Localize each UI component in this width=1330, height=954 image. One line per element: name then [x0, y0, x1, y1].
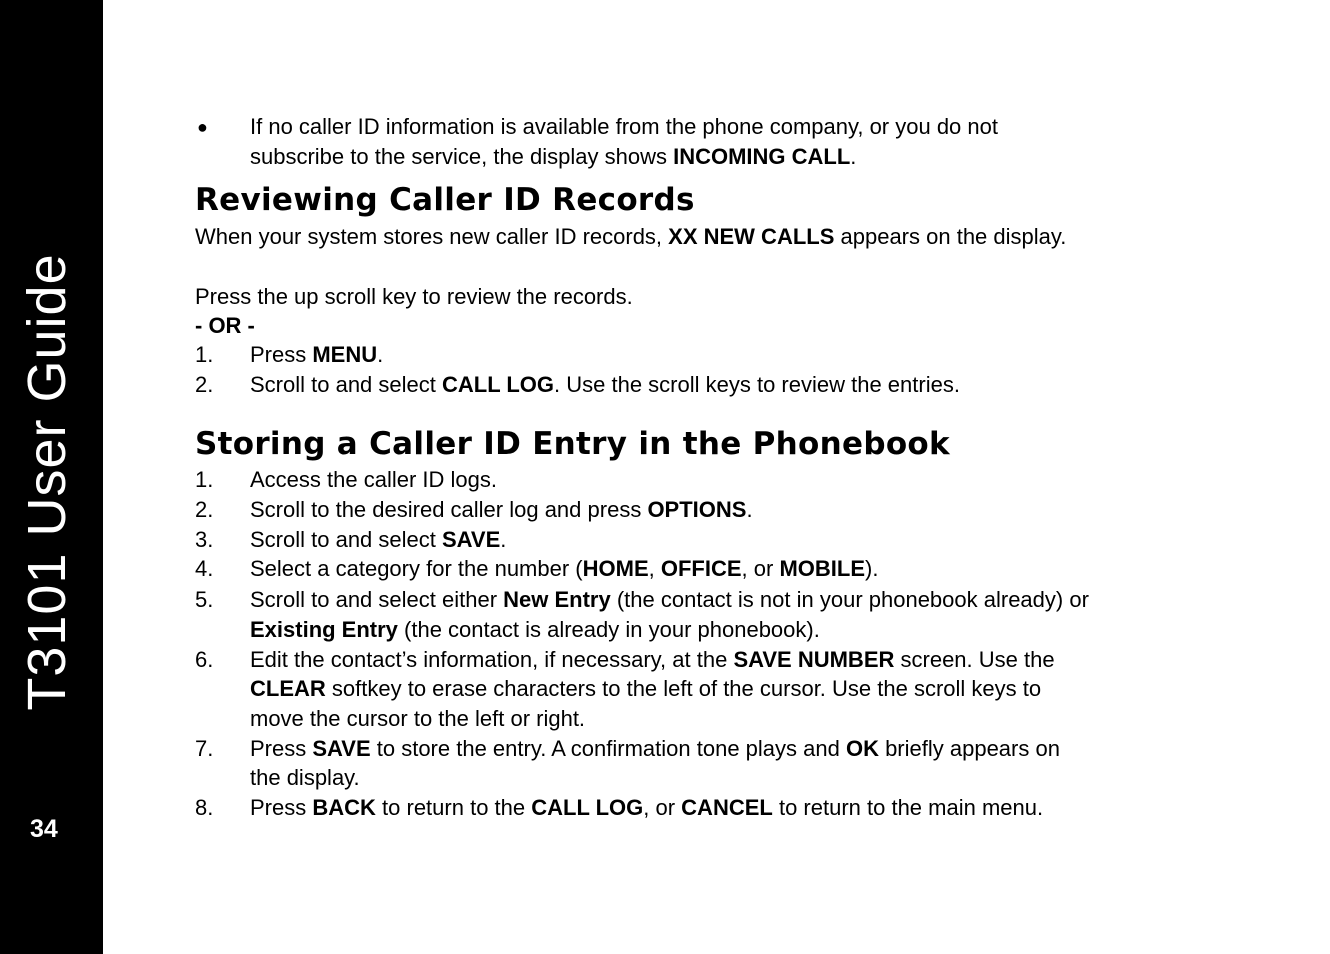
list-item: Edit the contact’s information, if necessary, at the SAVE NUMBER screen. Use the [250, 647, 1055, 672]
section-heading-reviewing: Reviewing Caller ID Records [195, 182, 695, 218]
sidebar [0, 0, 103, 954]
step-number: 1. [195, 342, 214, 367]
guide-title: T3101 User Guide [17, 253, 77, 711]
list-item-continuation: the display. [250, 765, 360, 790]
list-item: Scroll to and select SAVE. [250, 527, 507, 552]
list-item-continuation: move the cursor to the left or right. [250, 706, 586, 731]
bullet-icon: ● [197, 117, 208, 137]
list-item: Scroll to and select either New Entry (the contact is not in your phonebook already) or [250, 587, 1089, 612]
or-separator: - OR - [195, 313, 255, 338]
step-number: 3. [195, 527, 214, 552]
list-item: Access the caller ID logs. [250, 467, 497, 492]
step-number: 6. [195, 647, 214, 672]
step-number: 2. [195, 372, 214, 397]
step-number: 1. [195, 467, 214, 492]
section-intro: When your system stores new caller ID records, XX NEW CALLS appears on the display. [195, 224, 1067, 249]
step-number: 8. [195, 795, 214, 820]
step-number: 2. [195, 497, 214, 522]
list-item: Scroll to and select CALL LOG. Use the scroll keys to review the entries. [250, 372, 960, 397]
step-number: 5. [195, 587, 214, 612]
list-item: Scroll to the desired caller log and press OPTIONS. [250, 497, 753, 522]
page-number: 34 [30, 815, 58, 843]
list-item-continuation: CLEAR softkey to erase characters to the left of the cursor. Use the scroll keys to [250, 676, 1042, 701]
press-instruction: Press the up scroll key to review the records. [195, 284, 633, 309]
bullet-text-line-1: If no caller ID information is available from the phone company, or you do not [250, 114, 998, 139]
list-item: Press BACK to return to the CALL LOG, or CANCEL to return to the main menu. [250, 795, 1044, 820]
bullet-text-line-2: subscribe to the service, the display shows INCOMING CALL. [250, 144, 857, 169]
list-item-continuation: Existing Entry (the contact is already in your phonebook). [250, 617, 820, 642]
section-heading-storing: Storing a Caller ID Entry in the Phonebook [195, 426, 950, 462]
step-number: 7. [195, 736, 214, 761]
list-item: Press SAVE to store the entry. A confirmation tone plays and OK briefly appears on [250, 736, 1060, 761]
list-item: Press MENU. [250, 342, 384, 367]
list-item: Select a category for the number (HOME, OFFICE, or MOBILE). [250, 556, 879, 581]
step-number: 4. [195, 556, 214, 581]
